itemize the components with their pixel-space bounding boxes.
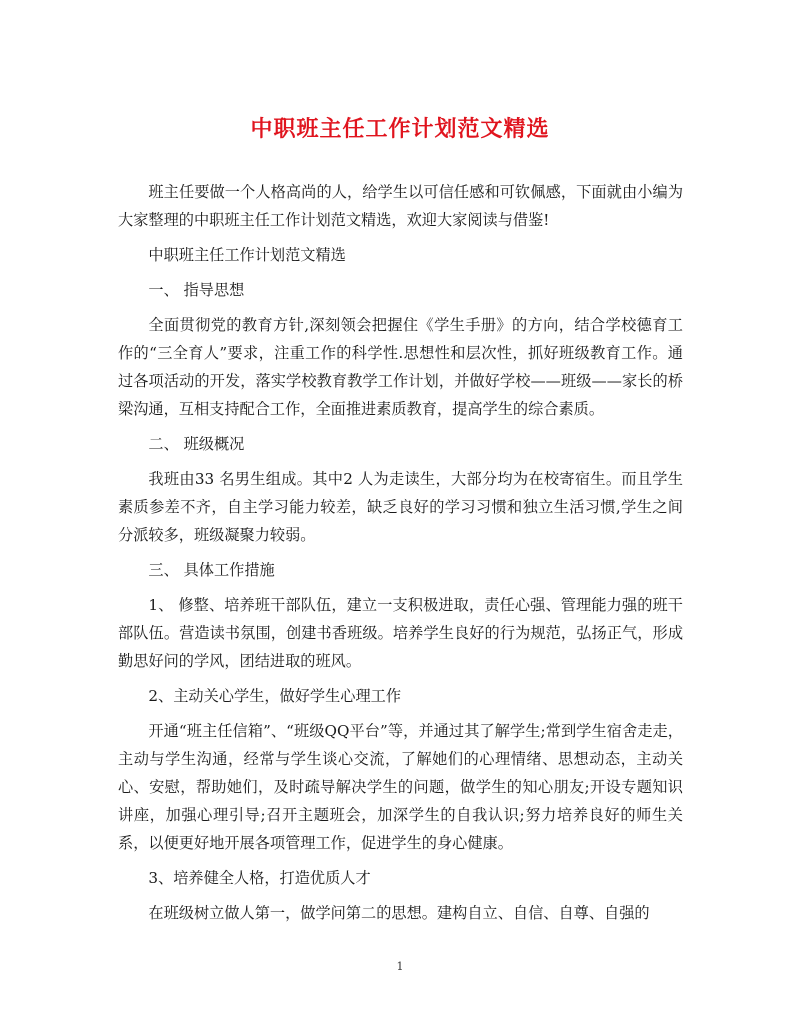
measure-2-paragraph: 开通“班主任信箱”、“班级QQ平台”等，并通过其了解学生;常到学生宿舍走走，主动与学生沟通，经常与学生谈心交流，了解她们的心理情绪、思想动态，主动关心、安慰，帮助她们，及时疏导解决学生的问题，做学生的知心朋友;开设专题知识讲座，加强心理引导;召开主题班会，加深学生的自我认识;努力培养良好的师生关系，以便更好地开展各项管理工作，促进学生的身心健康。 <box>118 722 683 852</box>
section-2-paragraph: 我班由33 名男生组成。其中2 人为走读生，大部分均为在校寄宿生。而且学生素质参差不齐，自主学习能力较差，缺乏良好的学习习惯和独立生活习惯,学生之间分派较多，班级凝聚力较弱。 <box>118 470 683 544</box>
measure-3-paragraph: 在班级树立做人第一，做学问第二的思想。建构自立、自信、自尊、自强的 <box>148 904 650 922</box>
measure-3-heading: 3、培养健全人格，打造优质人才 <box>148 869 371 887</box>
document-body <box>118 178 683 934</box>
subtitle-line: 中职班主任工作计划范文精选 <box>148 246 346 264</box>
page-title: 中职班主任工作计划范文精选 <box>250 116 550 142</box>
intro-paragraph: 班主任要做一个人格高尚的人，给学生以可信任感和可钦佩感，下面就由小编为大家整理的中职班主任工作计划范文精选，欢迎大家阅读与借鉴! <box>118 183 683 229</box>
measure-1-paragraph: 1、 修整、培养班干部队伍，建立一支积极进取，责任心强、管理能力强的班干部队伍。营造读书氛围，创建书香班级。培养学生良好的行为规范，弘扬正气，形成勤思好问的学风，团结进取的班风。 <box>118 596 683 670</box>
section-heading-1: 一、 指导思想 <box>148 281 245 299</box>
section-heading-3: 三、 具体工作措施 <box>148 561 275 579</box>
page-number: 1 <box>396 960 404 973</box>
section-heading-2: 二、 班级概况 <box>148 435 245 453</box>
measure-2-heading: 2、主动关心学生，做好学生心理工作 <box>148 687 402 705</box>
section-1-paragraph: 全面贯彻党的教育方针,深刻领会把握住《学生手册》的方向，结合学校德育工作的“三全育人”要求，注重工作的科学性.思想性和层次性，抓好班级教育工作。通过各项活动的开发，落实学校教育教学工作计划，并做好学校——班级——家长的桥梁沟通，互相支持配合工作，全面推进素质教育，提高学生的综合素质。 <box>118 316 683 418</box>
